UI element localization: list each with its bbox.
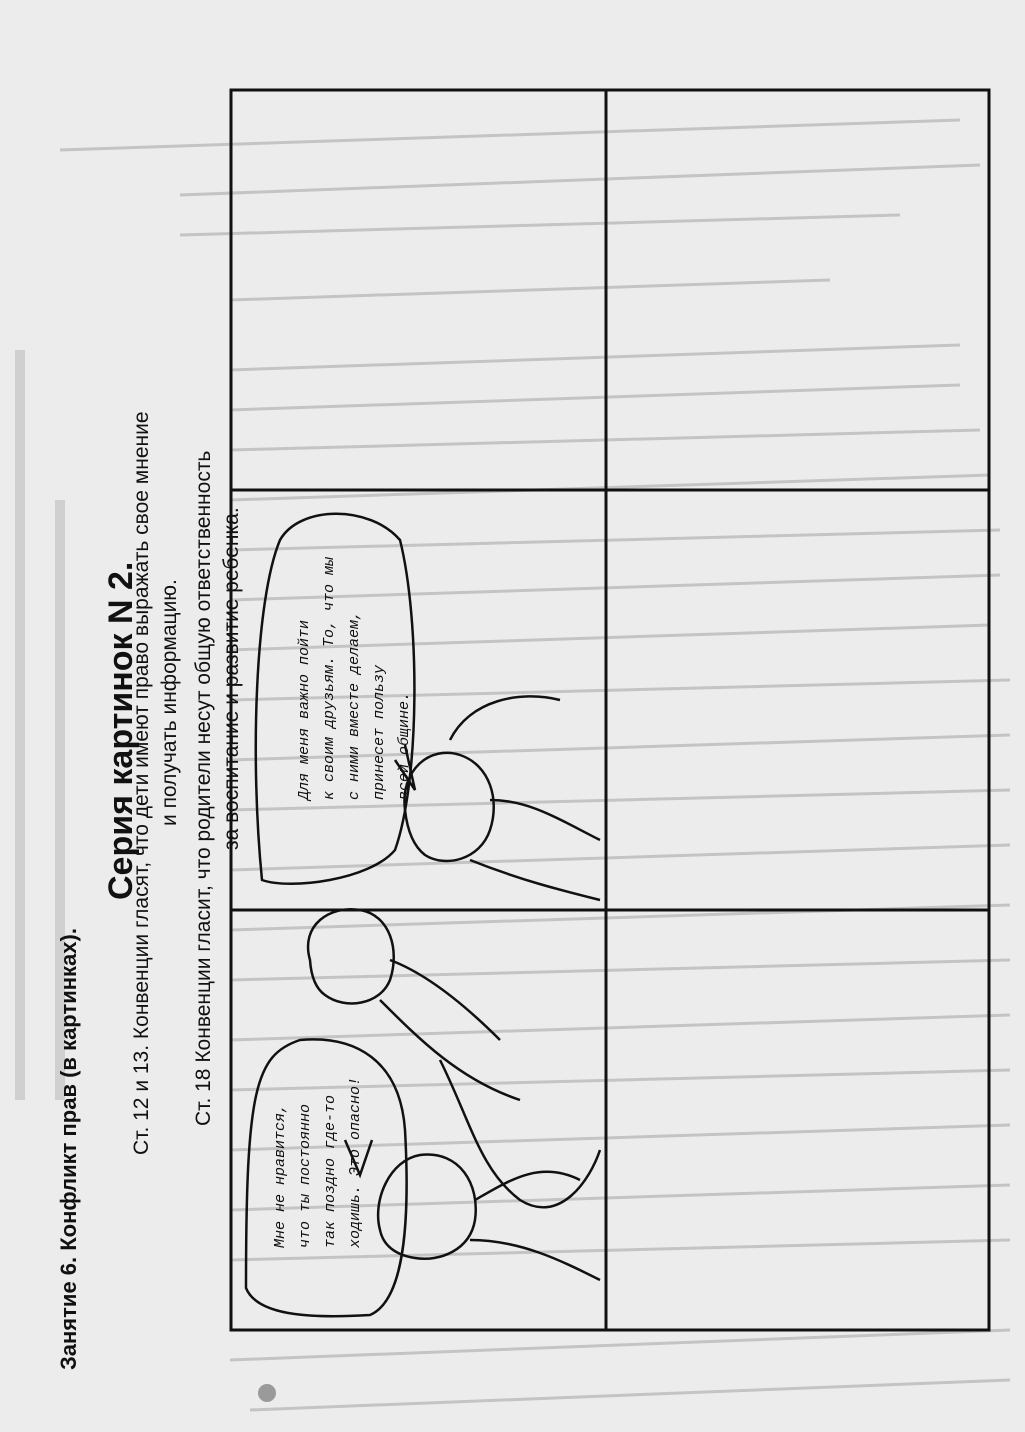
teen-head [308,909,394,1003]
article-12-13-text-line2: и получать информацию. [158,579,181,826]
teen-head-panel2 [404,753,493,861]
article-18-text-line1: Ст. 18 Конвенции гласит, что родители несут общую ответственность [192,450,215,1126]
page-marker-dot [258,1384,276,1402]
speech-text-parent: Мне не нравится, что ты постоянно так поздно где-то ходишь. Это опасно! [272,1076,364,1248]
article-18-text-line2: за воспитание и развитие ребенка. [220,507,243,850]
speech-text-teen: Для меня важно пойти к своим друзьям. То, что мы с ними вместе делаем, принесет пользу всей общине. [296,556,413,800]
article-12-13-text-line1: Ст. 12 и 13. Конвенции гласят, что дети имеют право выражать свое мнение [130,411,153,1155]
lesson-title: Занятие 6. Конфликт прав (в картинках). [56,928,81,1370]
parent-head [378,1155,476,1259]
series-title: Серия картинок N 2. [102,561,140,900]
